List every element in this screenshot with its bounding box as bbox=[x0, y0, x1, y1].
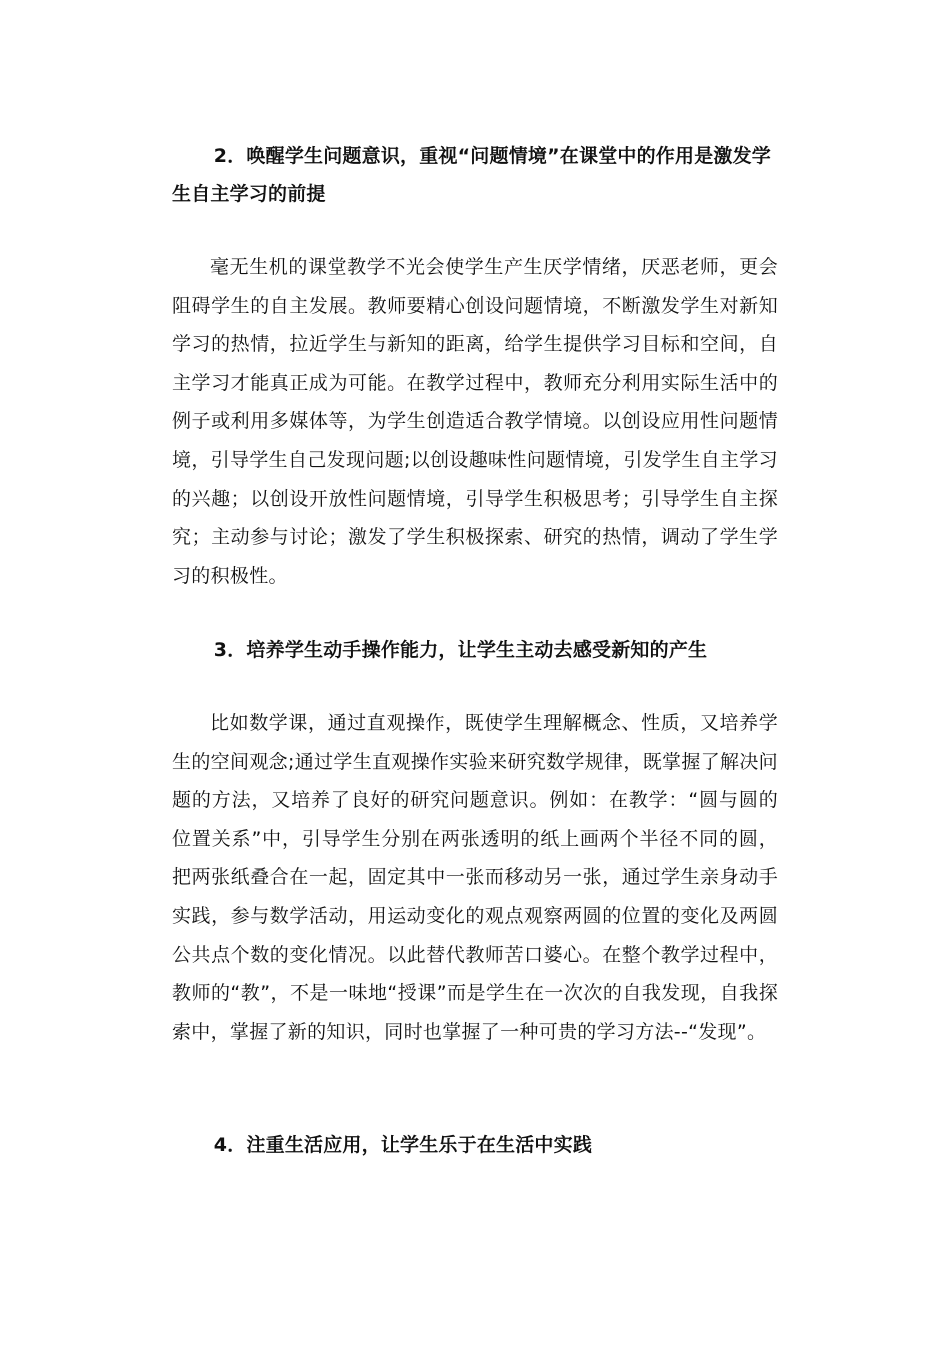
section-4-heading: 4．注重生活应用，让学生乐于在生活中实践 bbox=[213, 1134, 593, 1156]
section-3-paragraph: 比如数学课，通过直观操作，既使学生理解概念、性质，又培养学生的空间观念;通过学生直观操作实验来研究数学规律，既掌握了解决问题的方法，又培养了良好的研究问题意识。例如：在教学：“圆与圆的位置关系”中，引导学生分别在两张透明的纸上画两个半径不同的圆，把两张纸叠合在一起，固定其中一张而移动另一张，通过学生亲身动手实践，参与数学活动，用运动变化的观点观察两圆的位置的变化及两圆公共点个数的变化情况。以此替代教师苦口婆心。在整个教学过程中，教师的“教”，不是一味地“授课”而是学生在一次次的自我发现，自我探索中，掌握了新的知识，同时也掌握了一种可贵的学习方法--“发现”。 bbox=[172, 712, 778, 1043]
section-4 bbox=[172, 1126, 778, 1164]
section-2-body bbox=[172, 248, 778, 595]
section-3-body bbox=[172, 704, 778, 1051]
section-2-paragraph: 毫无生机的课堂教学不光会使学生产生厌学情绪，厌恶老师，更会阻碍学生的自主发展。教师要精心创设问题情境，不断激发学生对新知学习的热情，拉近学生与新知的距离，给学生提供学习目标和空间，自主学习才能真正成为可能。在教学过程中，教师充分利用实际生活中的例子或利用多媒体等，为学生创造适合教学情境。以创设应用性问题情境，引导学生自己发现问题;以创设趣味性问题情境，引发学生自主学习的兴趣；以创设开放性问题情境，引导学生积极思考；引导学生自主探究；主动参与讨论；激发了学生积极探索、研究的热情，调动了学生学习的积极性。 bbox=[172, 256, 778, 587]
section-2 bbox=[172, 137, 778, 213]
section-3-heading: 3．培养学生动手操作能力，让学生主动去感受新知的产生 bbox=[213, 639, 708, 661]
section-3 bbox=[172, 631, 778, 669]
section-2-heading: 2．唤醒学生问题意识，重视“问题情境”在课堂中的作用是激发学生自主学习的前提 bbox=[172, 145, 771, 205]
